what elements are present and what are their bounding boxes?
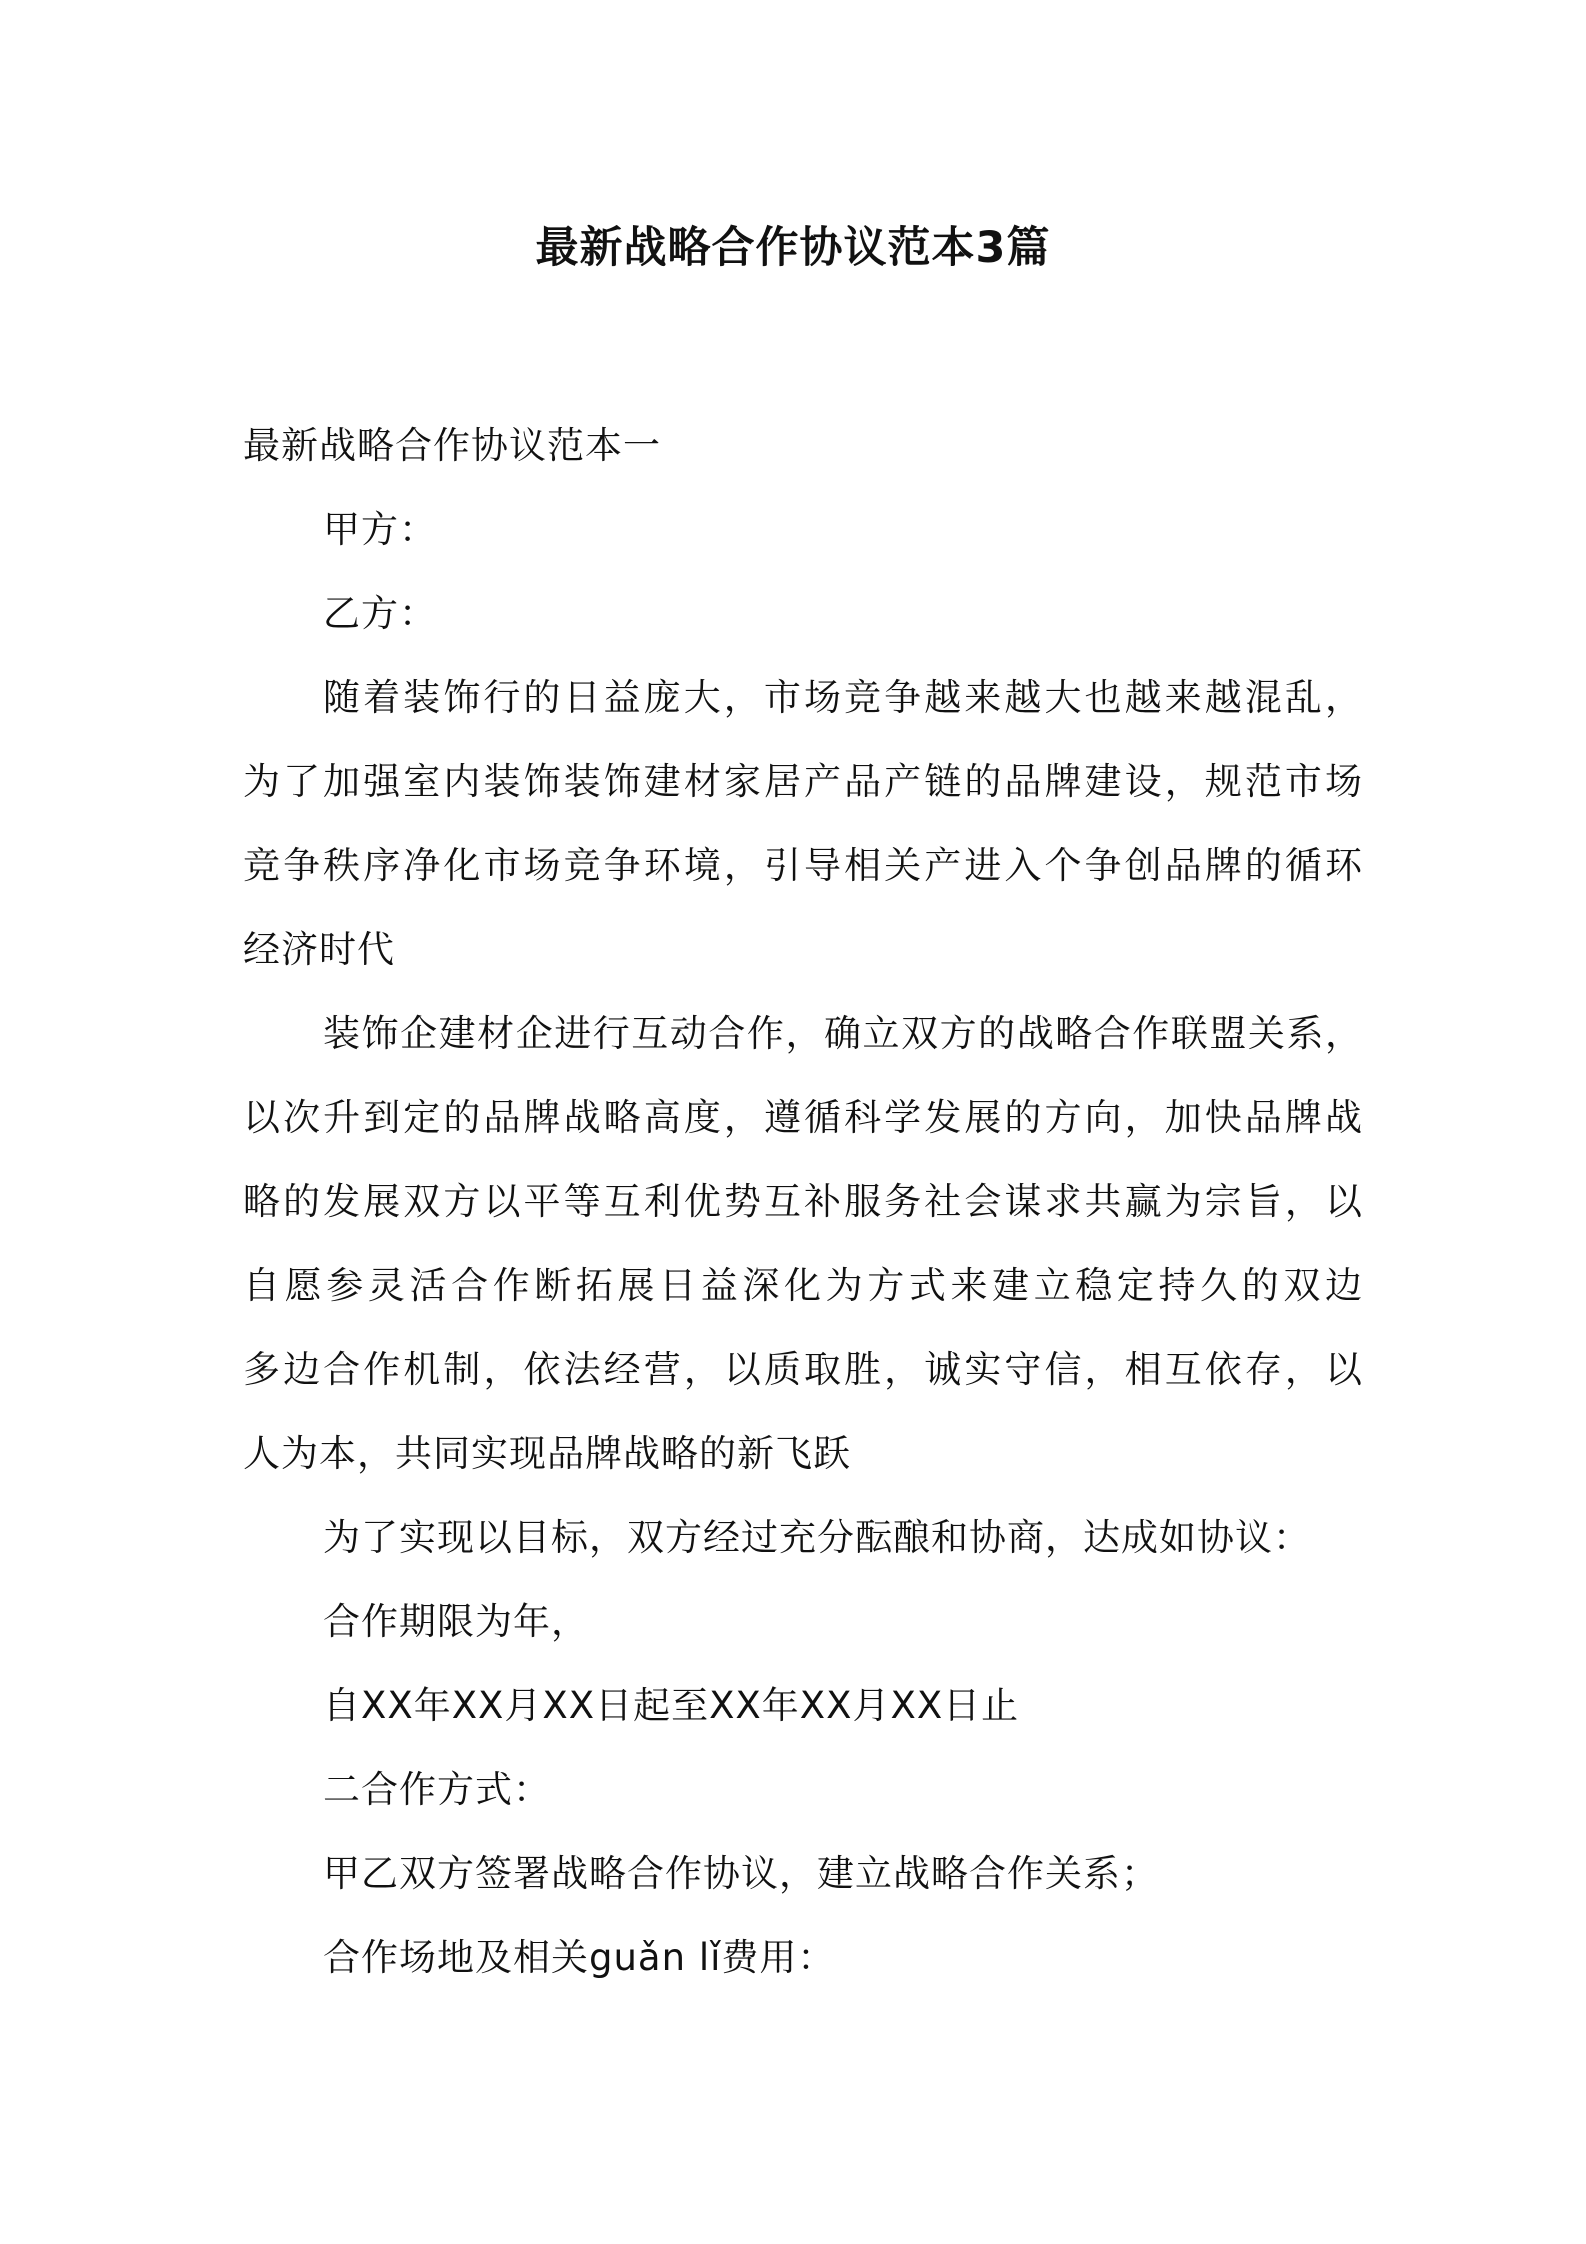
section-heading: 最新战略合作协议范本一 — [243, 424, 661, 467]
document-body — [243, 404, 1363, 2000]
party-a-line: 甲方： — [323, 508, 437, 551]
document-title: 最新战略合作协议范本3篇 — [535, 223, 1051, 273]
paragraph-line: 经济时代 — [243, 928, 395, 971]
paragraph-line: 为了加强室内装饰装饰建材家居产品产链的品牌建设，规范市场 — [243, 760, 1363, 803]
paragraph-line: 多边合作机制，依法经营，以质取胜，诚实守信，相互依存，以 — [243, 1348, 1363, 1391]
paragraph-line: 装饰企建材企进行互动合作，确立双方的战略合作联盟关系， — [323, 1012, 1363, 1055]
paragraph-line: 为了实现以目标，双方经过充分酝酿和协商，达成如协议： — [323, 1516, 1311, 1559]
paragraph-line: 二合作方式： — [323, 1768, 551, 1811]
paragraph-line: 自XX年XX月XX日起至XX年XX月XX日止 — [323, 1684, 1020, 1727]
paragraph-line: 以次升到定的品牌战略高度，遵循科学发展的方向，加快品牌战 — [243, 1096, 1363, 1139]
paragraph-line: 随着装饰行的日益庞大，市场竞争越来越大也越来越混乱， — [323, 676, 1363, 719]
paragraph-line: 合作期限为年， — [323, 1600, 589, 1643]
paragraph-line: 人为本，共同实现品牌战略的新飞跃 — [243, 1432, 851, 1475]
paragraph-line: 略的发展双方以平等互利优势互补服务社会谋求共赢为宗旨，以 — [243, 1180, 1363, 1223]
paragraph-line: 合作场地及相关guǎn lǐ费用： — [323, 1936, 836, 1979]
paragraph-line: 甲乙双方签署战略合作协议，建立战略合作关系； — [323, 1852, 1159, 1895]
party-b-line: 乙方： — [323, 592, 437, 635]
paragraph-line: 自愿参灵活合作断拓展日益深化为方式来建立稳定持久的双边 — [243, 1264, 1363, 1307]
paragraph-line: 竞争秩序净化市场竞争环境，引导相关产进入个争创品牌的循环 — [243, 844, 1363, 887]
